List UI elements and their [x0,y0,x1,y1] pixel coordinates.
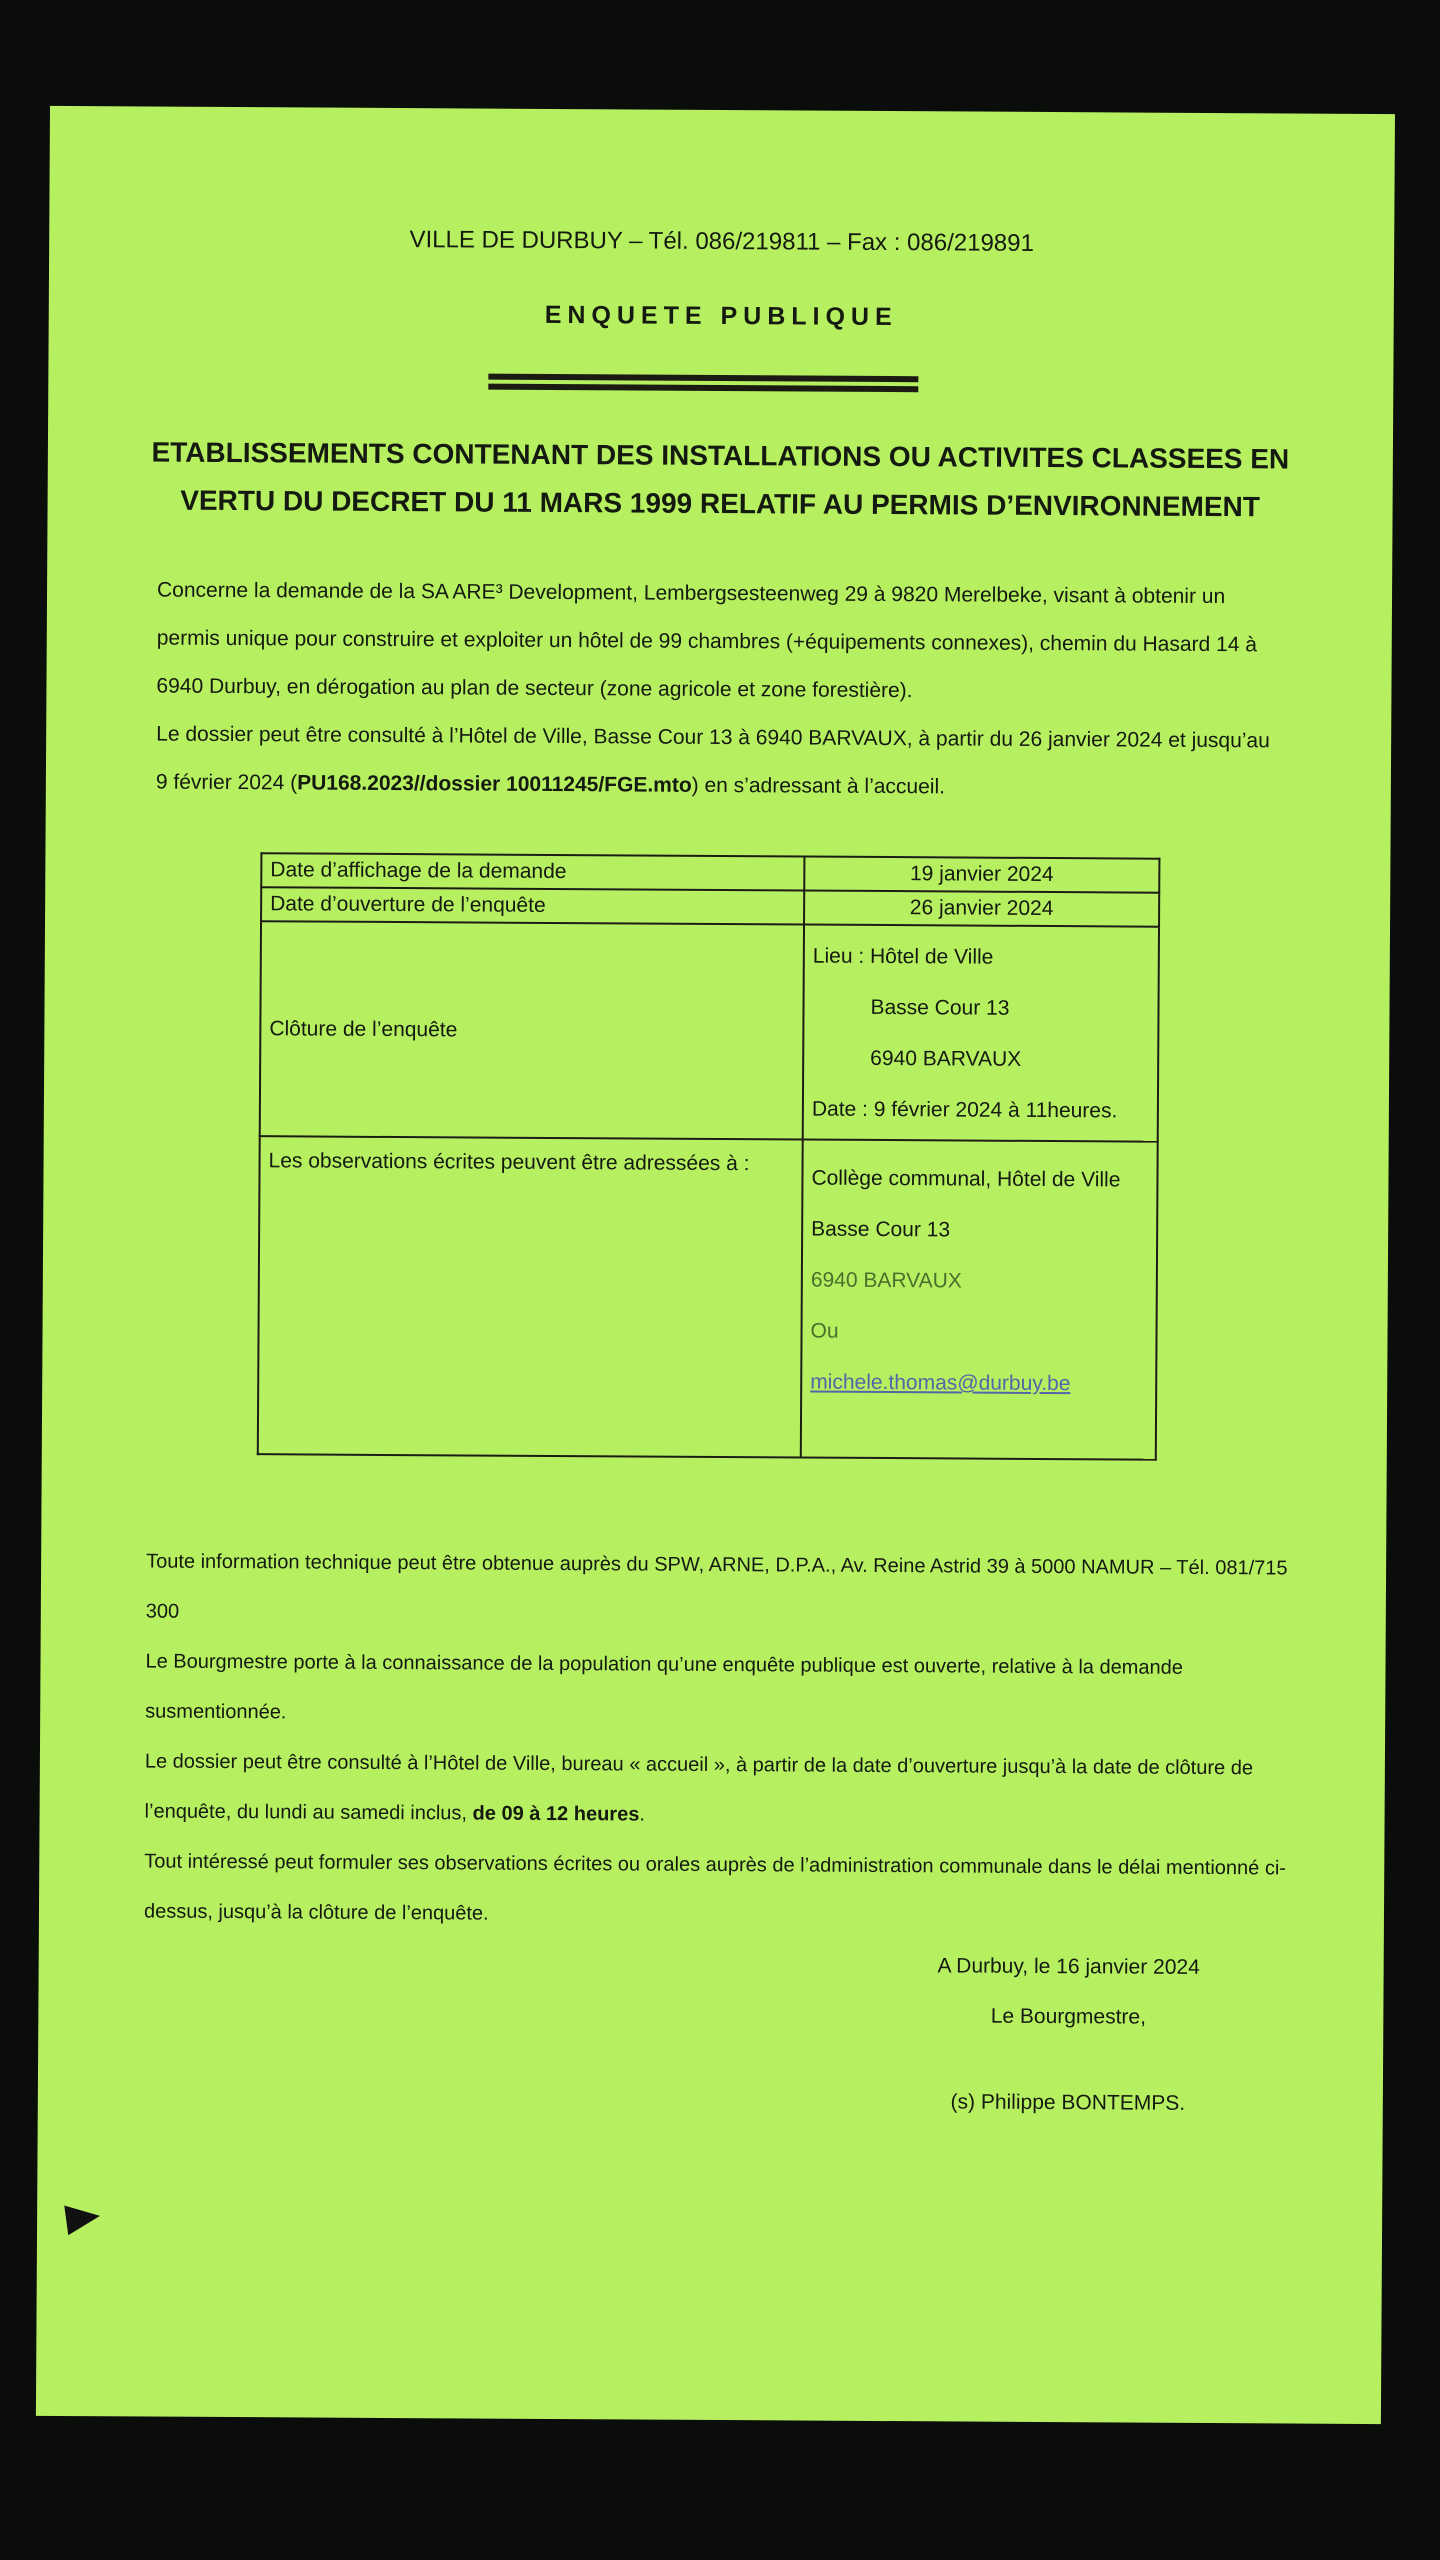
observations-city: 6940 BARVAUX [810,1268,962,1293]
signatory-role: Le Bourgmestre, [990,2004,1147,2029]
dates-table [257,852,1161,1460]
intro-paragraph-2 [156,711,1282,814]
heading-line-1: ETABLISSEMENTS CONTENANT DES INSTALLATIONS OU ACTIVITES CLASSEES EN [151,436,1290,475]
notes-paragraph-2: Le Bourgmestre porte à la connaissance de la population qu’une enquête publique est ouverte, relative à la demande susmentionnée. [145,1650,1183,1724]
observations-or: Ou [810,1319,839,1343]
table-row [258,1136,1158,1459]
closing-city: 6940 BARVAUX [870,1046,1022,1071]
notes-paragraph-4: Tout intéressé peut formuler ses observations écrites ou orales auprès de l’administration communale dans le délai mentionné ci-dessus, jusqu’à la clôture de l’enquête. [143,1850,1287,1925]
notice-heading [107,428,1333,531]
email-link[interactable]: michele.thomas@durbuy.be [810,1370,1071,1396]
notes-p3-start: Le dossier peut être consulté à l’Hôtel de Ville, bureau « accueil », à partir de la date d’ouverture jusqu’à la date de clôture de l’enquête, du lundi au samedi inclus, [144,1750,1254,1825]
intro-paragraph-1: Concerne la demande de la SA ARE³ Development, Lembergsesteenweg 29 à 9820 Merelbeke, visant à obtenir un permis unique pour construire et exploiter un hôtel de 99 chambres (+équipements connexes), chemin du Hasard 14 à 6940 Durbuy, en dérogation au plan de secteur (zone agricole et zone forestière). [156,578,1258,703]
contact-line: VILLE DE DURBUY – Tél. 086/219811 – Fax : 086/219891 [409,226,1034,257]
closing-label: Clôture de l’enquête [260,921,804,1139]
title-divider [488,374,918,403]
notes-p3-end: . [639,1803,645,1826]
notes-text [144,1537,1326,1944]
notice-sheet [36,106,1395,2424]
observations-label: Les observations écrites peuvent être adressées à : [258,1136,803,1457]
heading-line-2: VERTU DU DECRET DU 11 MARS 1999 RELATIF AU PERMIS D’ENVIRONNEMENT [180,484,1261,523]
table-row [260,921,1159,1141]
table-row [261,853,1159,892]
opening-hours: de 09 à 12 heures [472,1802,640,1826]
intro-text [156,567,1282,814]
closing-place: Lieu : Hôtel de Ville [812,944,994,969]
closing-street: Basse Cour 13 [870,995,1010,1020]
file-reference: PU168.2023//dossier 10011245/FGE.mto [297,771,692,797]
table-row [261,887,1159,926]
opening-date-label: Date d’ouverture de l’enquête [261,887,804,924]
posting-date-label: Date d’affichage de la demande [261,853,804,890]
closing-date: Date : 9 février 2024 à 11heures. [811,1097,1118,1122]
closing-details [803,925,1159,1142]
intro-p2-end: ) en s’adressant à l’accueil. [691,773,946,799]
observations-recipient: Collège communal, Hôtel de Ville [811,1166,1121,1192]
notes-paragraph-3 [144,1737,1325,1844]
place-date: A Durbuy, le 16 janvier 2024 [937,1954,1200,1979]
notice-type: ENQUETE PUBLIQUE [544,300,898,332]
observations-street: Basse Cour 13 [811,1217,951,1242]
pointer-arrow-icon [64,2201,102,2235]
opening-date-value: 26 janvier 2024 [804,891,1159,927]
observations-address [801,1140,1158,1460]
signatory-name: (s) Philippe BONTEMPS. [950,2090,1186,2115]
intro-p2-start: Le dossier peut être consulté à l’Hôtel de Ville, Basse Cour 13 à 6940 BARVAUX, à partir du 26 janvier 2024 et jusqu’au 9 février 2024 ( [155,722,1270,795]
notes-paragraph-1: Toute information technique peut être obtenue auprès du SPW, ARNE, D.P.A., Av. Reine Astrid 39 à 5000 NAMUR – Tél. 081/715 300 [145,1550,1288,1623]
posting-date-value: 19 janvier 2024 [804,857,1159,893]
signature-block [918,1941,1219,2129]
